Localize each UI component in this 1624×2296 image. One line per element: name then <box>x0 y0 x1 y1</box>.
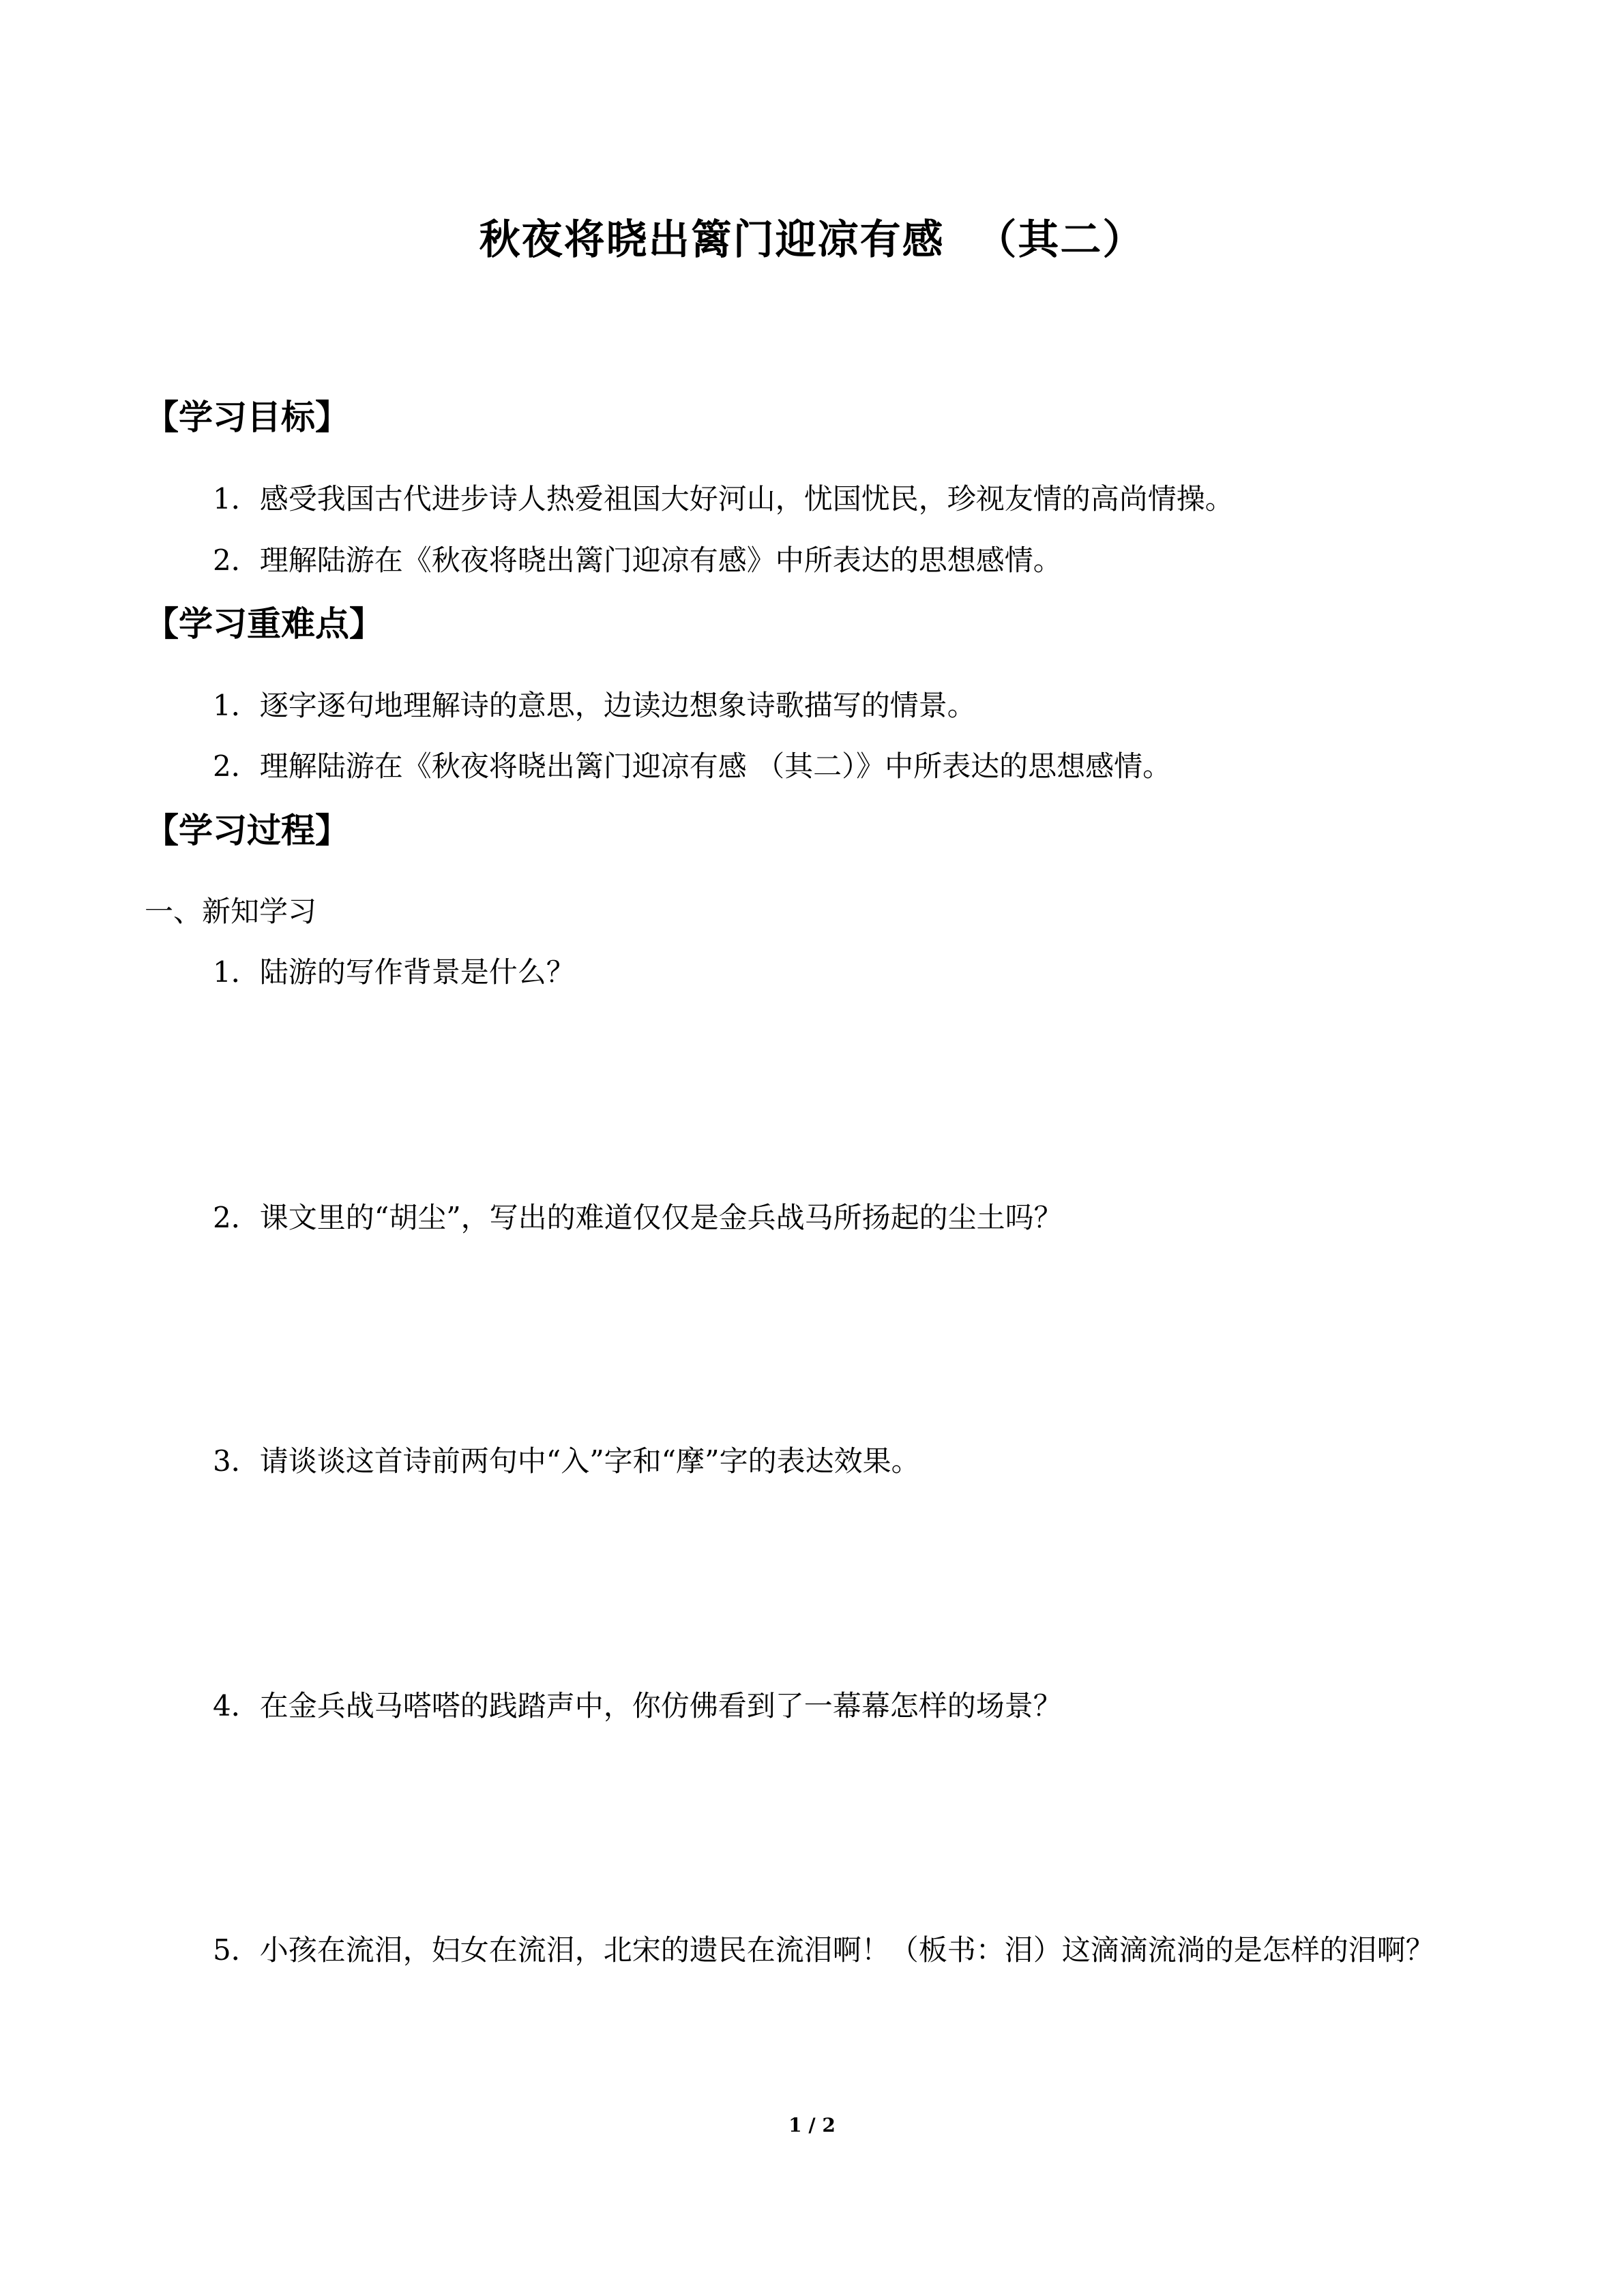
question-item: 5．小孩在流泪，妇女在流泪，北宋的遗民在流泪啊！（板书：泪）这滴滴流淌的是怎样的泪啊？ <box>213 1933 1434 1967</box>
question-item: 3．请谈谈这首诗前两句中“入”字和“摩”字的表达效果。 <box>213 1444 920 1478</box>
question-item: 4．在金兵战马嗒嗒的践踏声中，你仿佛看到了一幕幕怎样的场景？ <box>213 1689 1062 1723</box>
key-point-item: 1．逐字逐句地理解诗的意思，边读边想象诗歌描写的情景。 <box>213 689 976 722</box>
section-heading-objectives: 【学习目标】 <box>145 398 349 437</box>
objective-item: 1．感受我国古代进步诗人热爱祖国大好河山，忧国忧民，珍视友情的高尚情操。 <box>213 482 1234 516</box>
objective-item: 2．理解陆游在《秋夜将晓出篱门迎凉有感》中所表达的思想感情。 <box>213 543 1062 577</box>
section-heading-process: 【学习过程】 <box>145 811 349 850</box>
key-point-item: 2．理解陆游在《秋夜将晓出篱门迎凉有感 （其二）》中所表达的思想感情。 <box>213 749 1172 783</box>
question-item: 1．陆游的写作背景是什么？ <box>213 955 575 989</box>
question-item: 2．课文里的“胡尘”，写出的难道仅仅是金兵战马所扬起的尘土吗？ <box>213 1201 1063 1234</box>
process-subheading: 一、新知学习 <box>145 895 317 928</box>
page-number: 1 / 2 <box>788 2114 836 2136</box>
document-title: 秋夜将晓出篱门迎凉有感 （其二） <box>479 216 1145 264</box>
section-heading-key-points: 【学习重难点】 <box>145 604 383 644</box>
